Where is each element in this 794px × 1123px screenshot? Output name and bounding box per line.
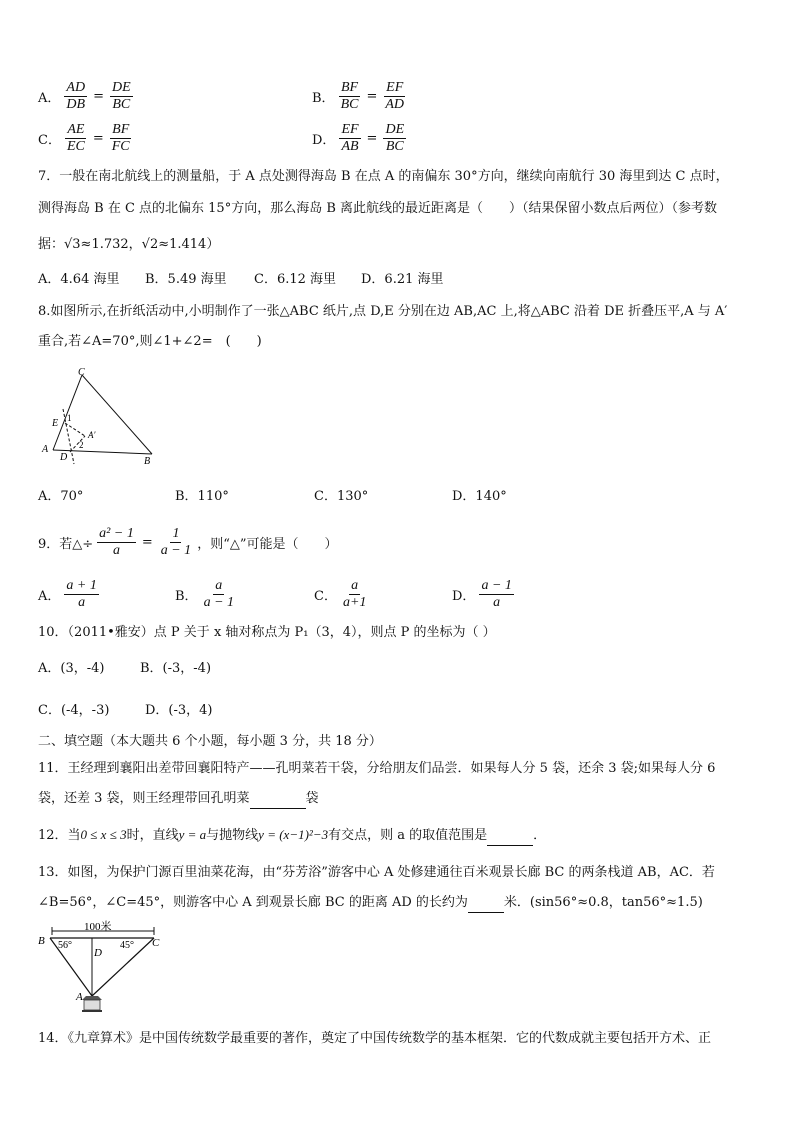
q8-side-cb [82,375,152,454]
q7-option-b: B．5.49 海里 [145,272,227,287]
q11-answer-blank [250,790,306,809]
q13-walkway-figure [36,918,176,1018]
q9-option-b: B． $\frac{a}{a - 1}$ [175,578,235,610]
q8-line-1: 8.如图所示,在折纸活动中,小明制作了一张△ABC 纸片,点 D,E 分别在边 AB,AC 上,将△ABC 沿着 DE 折叠压平,A 与 A′ [38,304,728,319]
q13-label-a: A [76,991,83,1003]
q8-option-b: B．110° [175,489,229,504]
q8-label-angle-2: 2 [79,440,84,450]
q8-label-c: C [78,367,85,378]
q6-option-d: D． $\frac{EF}{AB}$ = $\frac{DE}{BC}$ [312,122,405,154]
q6-option-c-label: C． [38,133,61,148]
q9-suffix: ，则“△”可能是（ ） [197,537,338,552]
q9-stem: 9．若△÷ $\frac{\text{a² − 1}}{a}$ = $\frac{1}{a - 1}$ ，则“△”可能是（ ） [38,526,338,558]
q9-option-c: C． $\frac{a}{a+1}$ [314,578,367,610]
q6-option-a-label: A． [38,91,61,106]
q7-line-2: 测得海岛 B 在 C 点的北偏东 15°方向，那么海岛 B 离此航线的最近距离是（ ）（结果保留小数点后两位）（参考数 [38,201,718,216]
q14-line-1: 14．《九章算术》是中国传统数学最重要的著作，奠定了中国传统数学的基本框架．它的代数成就主要包括开方术、正 [38,1031,712,1046]
q13-line-2: ∠B=56°，∠C=45°，则游客中心 A 到观景长廊 BC 的距离 AD 的长约为 米．(sin56°≈0.8，tan56°≈1.5) [38,894,703,913]
q9-option-a: A． $\frac{a + 1}{a}$ [38,578,97,610]
q7-line-3: 据：√3≈1.732，√2≈1.414） [38,237,220,252]
q6-option-b-left-fraction: $\frac{BF}{BC}$ [340,80,359,112]
q11-line-2a: 袋，还差 3 袋，则王经理带回孔明菜 [38,791,250,806]
q6-option-b: B． $\frac{BF}{BC}$ = $\frac{EF}{AD}$ [312,80,405,112]
q8-option-a: A．70° [38,489,84,504]
q6-option-c: C． $\frac{AE}{EC}$ = $\frac{BF}{FC}$ [38,122,130,154]
q6-option-c-right-fraction: $\frac{BF}{FC}$ [111,122,130,154]
q8-label-angle-1: 1 [67,413,72,423]
q12-answer-blank [487,827,533,846]
q11-line-1: 11．王经理到襄阳出差带回襄阳特产——孔明菜若干袋，分给朋友们品尝．如果每人分 5 袋，还余 3 袋;如果每人分 6 [38,761,716,776]
q9-fraction-1: $\frac{\text{a² − 1}}{a}$ [99,526,134,558]
q7-option-d: D．6.21 海里 [361,272,444,287]
q8-label-d: D [60,452,68,463]
q11-line-2 [38,790,319,809]
q13-label-angle-c: 45° [120,940,134,951]
q8-option-d: D．140° [452,489,507,504]
q8-label-e: E [52,418,59,429]
q13-label-d: D [94,947,102,959]
q10-line-1: 10．（2011•雅安）点 P 关于 x 轴对称点为 P₁（3，4），则点 P 的坐标为（ ） [38,625,496,640]
q6-option-c-left-fraction: $\frac{AE}{EC}$ [66,122,85,154]
q10-option-c: C．(-4，-3) [38,703,110,718]
q6-option-b-label: B． [312,91,335,106]
q10-option-a: A．(3，-4) [38,661,105,676]
q6-option-b-right-fraction: $\frac{EF}{AD}$ [385,80,405,112]
q6-option-a-left-fraction: $\frac{AD}{DB}$ [66,80,86,112]
q10-option-d: D．(-3，4) [145,703,213,718]
q10-option-b: B．(-3，-4) [140,661,212,676]
q7-option-c: C．6.12 海里 [254,272,337,287]
q13-label-100m: 100米 [84,921,112,933]
q6-option-d-right-fraction: $\frac{DE}{BC}$ [385,122,405,154]
q9-prefix: 9．若△÷ [38,537,94,552]
q6-option-a-right-fraction: $\frac{DE}{BC}$ [111,80,131,112]
q6-option-d-label: D． [312,133,336,148]
q12-line: 12．当0 ≤ x ≤ 3时，直线y = a与抛物线y = (x−1)²−3有交点，则 a 的取值范围是 ． [38,826,546,846]
q6-option-a: A． $\frac{AD}{DB}$ = $\frac{DE}{BC}$ [38,80,131,112]
q13-answer-blank [468,894,504,913]
q8-label-a: A [42,444,49,455]
q13-line-1: 13．如图，为保护门源百里油菜花海，由“芬芳浴”游客中心 A 处修建通往百米观景长廊 BC 的两条栈道 AB，AC．若 [38,865,715,880]
visitor-center-building-icon [82,996,102,1012]
q8-label-a-prime: A′ [88,430,96,440]
q8-option-c: C．130° [314,489,369,504]
q13-label-b: B [38,935,45,947]
q8-line-2: 重合,若∠A=70°,则∠1+∠2= ( ) [38,334,262,349]
q9-fraction-2: $\frac{1}{a - 1}$ [160,526,192,558]
q11-line-2b: 袋 [305,791,319,806]
q8-triangle-figure [38,366,168,466]
q7-line-1: 7．一般在南北航线上的测量船，于 A 点处测得海岛 B 在点 A 的南偏东 30°方向，继续向南航行 30 海里到达 C 点时， [38,169,729,184]
section-2-heading: 二、填空题（本大题共 6 个小题，每小题 3 分，共 18 分） [38,734,382,749]
q9-option-d: D． $\frac{a - 1}{a}$ [452,578,512,610]
q13-label-c: C [152,937,160,949]
q8-side-ab [53,450,152,454]
q7-option-a: A．4.64 海里 [38,272,120,287]
q13-label-angle-b: 56° [58,940,72,951]
q6-option-d-left-fraction: $\frac{EF}{AB}$ [341,122,359,154]
q8-label-b: B [144,456,151,466]
